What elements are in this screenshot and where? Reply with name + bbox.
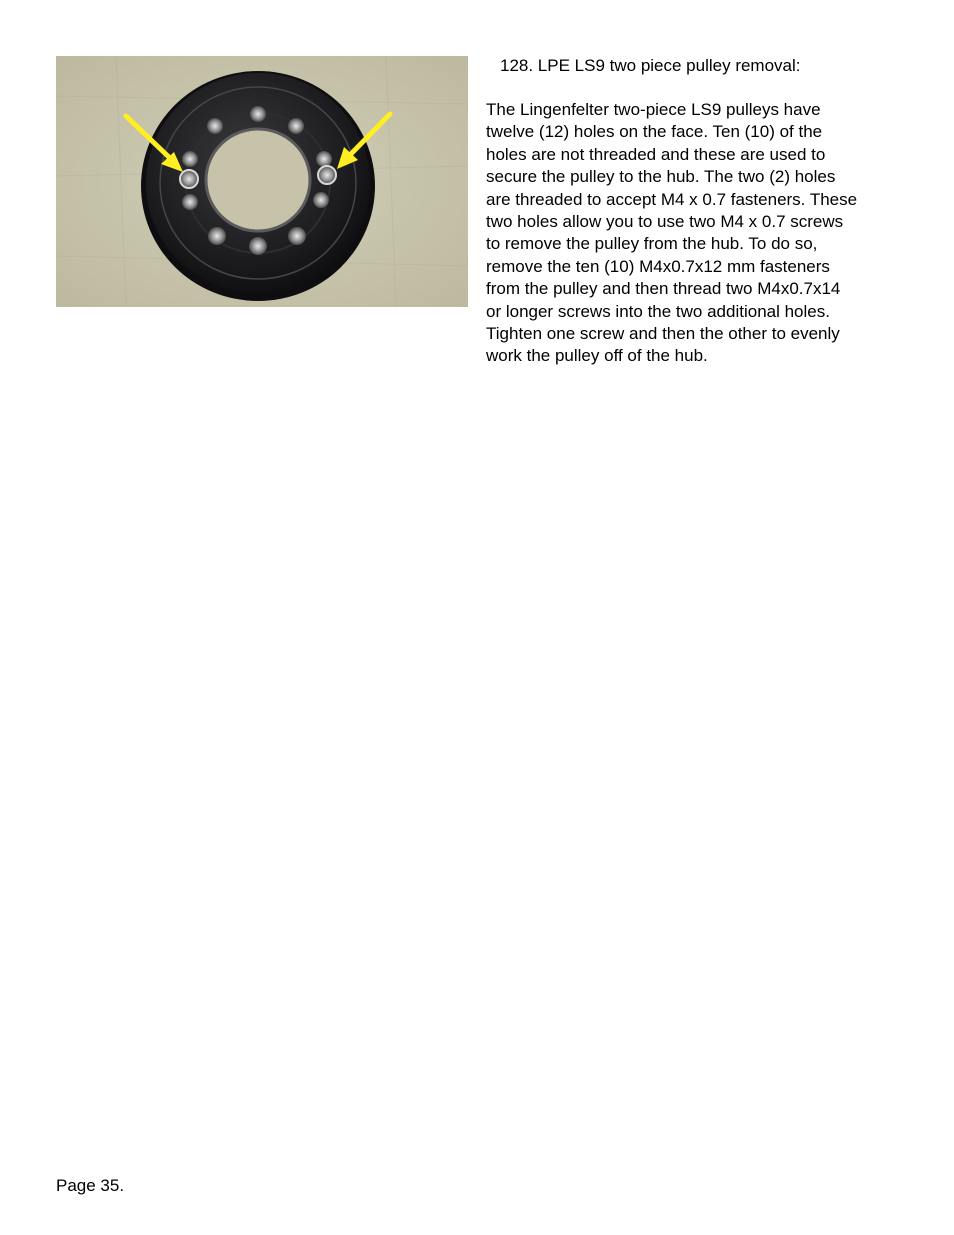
pulley [141,71,375,301]
step-body [486,99,857,368]
body-line: are threaded to accept M4 x 0.7 fasteners. These [486,189,858,209]
body-line: or longer screws into the two additional holes. [486,301,830,321]
body-line: twelve (12) holes on the face. Ten (10) of the [486,122,823,142]
pulley-photo [56,56,468,307]
body-line: secure the pulley to the hub. The two (2) holes [486,167,836,187]
body-line: to remove the pulley from the hub. To do so, [486,234,818,254]
body-line: remove the ten (10) M4x0.7x12 mm fasteners [486,256,830,276]
body-line: The Lingenfelter two-piece LS9 pulleys have [486,100,821,119]
body-line: two holes allow you to use two M4 x 0.7 screws [486,212,844,232]
body-line: work the pulley off of the hub. [486,346,708,366]
body-line: from the pulley and then thread two M4x0.7x14 [486,279,841,299]
body-line: holes are not threaded and these are used to [486,144,826,164]
step-heading: 128. LPE LS9 two piece pulley removal: [500,56,801,75]
page-number: Page 35. [56,1176,125,1195]
body-line: Tighten one screw and then the other to evenly [486,324,840,344]
